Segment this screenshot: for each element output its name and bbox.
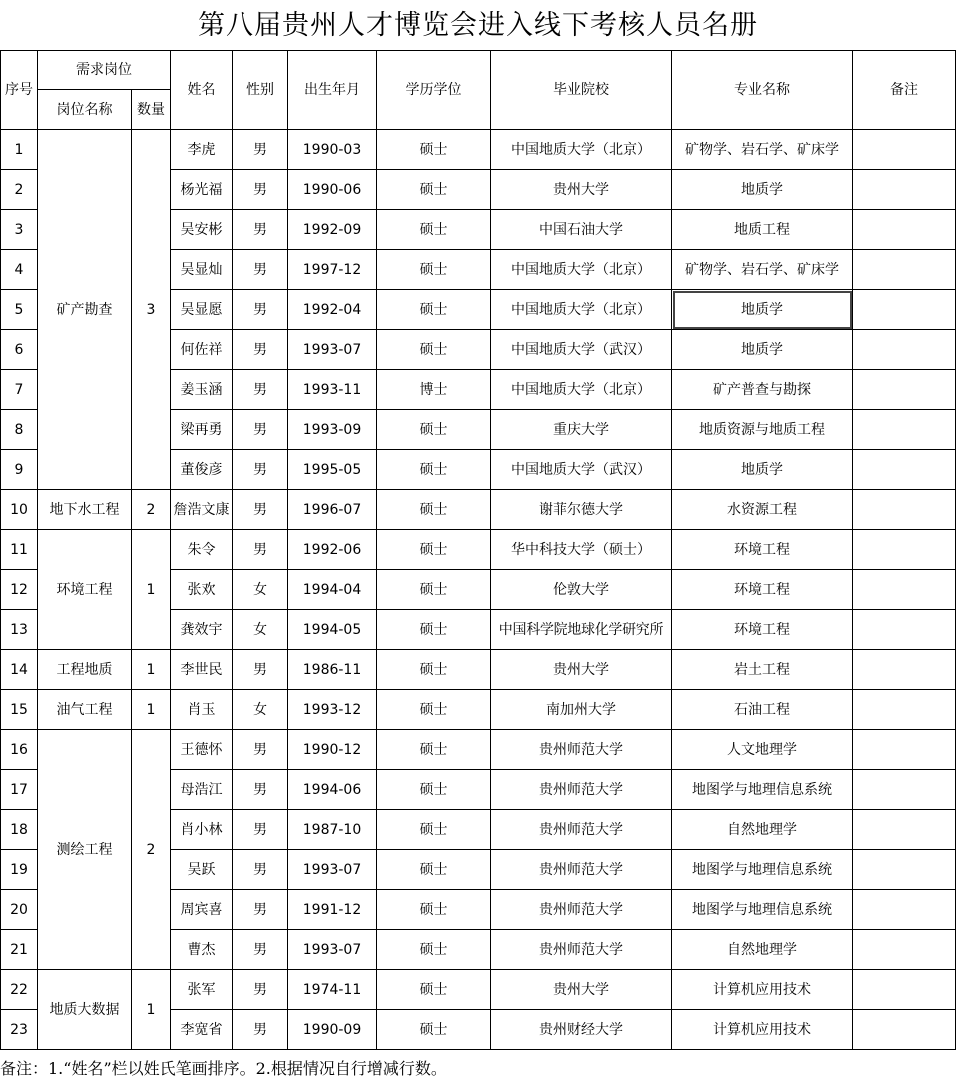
cell-name[interactable]: 肖小林 bbox=[171, 810, 233, 850]
header-remark[interactable]: 备注 bbox=[853, 51, 956, 130]
cell-name[interactable]: 曹杰 bbox=[171, 930, 233, 970]
cell-school[interactable]: 贵州大学 bbox=[491, 970, 672, 1010]
cell-name[interactable]: 董俊彦 bbox=[171, 450, 233, 490]
cell-major[interactable]: 计算机应用技术 bbox=[672, 1010, 853, 1050]
cell-major[interactable]: 水资源工程 bbox=[672, 490, 853, 530]
cell-remark[interactable] bbox=[853, 850, 956, 890]
cell-degree[interactable]: 硕士 bbox=[377, 1010, 491, 1050]
cell-school[interactable]: 中国石油大学 bbox=[491, 210, 672, 250]
cell-major[interactable]: 自然地理学 bbox=[672, 930, 853, 970]
cell-gender[interactable]: 男 bbox=[233, 810, 288, 850]
cell-birth[interactable]: 1990-03 bbox=[288, 130, 377, 170]
cell-position-name[interactable]: 矿产勘查 bbox=[38, 130, 132, 490]
header-birth[interactable]: 出生年月 bbox=[288, 51, 377, 130]
cell-school[interactable]: 贵州大学 bbox=[491, 650, 672, 690]
cell-name[interactable]: 吴显灿 bbox=[171, 250, 233, 290]
cell-degree[interactable]: 硕士 bbox=[377, 610, 491, 650]
cell-seq[interactable]: 22 bbox=[1, 970, 38, 1010]
table-row bbox=[1, 970, 956, 1010]
cell-degree[interactable]: 硕士 bbox=[377, 850, 491, 890]
header-school[interactable]: 毕业院校 bbox=[491, 51, 672, 130]
header-major[interactable]: 专业名称 bbox=[672, 51, 853, 130]
cell-school[interactable]: 贵州师范大学 bbox=[491, 810, 672, 850]
cell-major[interactable]: 地图学与地理信息系统 bbox=[672, 890, 853, 930]
cell-gender[interactable]: 男 bbox=[233, 1010, 288, 1050]
cell-major[interactable]: 环境工程 bbox=[672, 570, 853, 610]
cell-birth[interactable]: 1993-07 bbox=[288, 850, 377, 890]
cell-seq[interactable]: 18 bbox=[1, 810, 38, 850]
cell-seq[interactable]: 3 bbox=[1, 210, 38, 250]
table-row bbox=[1, 490, 956, 530]
cell-birth[interactable]: 1990-06 bbox=[288, 170, 377, 210]
cell-seq[interactable]: 13 bbox=[1, 610, 38, 650]
cell-gender[interactable]: 男 bbox=[233, 250, 288, 290]
cell-seq[interactable]: 7 bbox=[1, 370, 38, 410]
cell-school[interactable]: 伦敦大学 bbox=[491, 570, 672, 610]
cell-gender[interactable]: 男 bbox=[233, 930, 288, 970]
cell-degree[interactable]: 硕士 bbox=[377, 330, 491, 370]
cell-school[interactable]: 贵州师范大学 bbox=[491, 930, 672, 970]
cell-birth[interactable]: 1997-12 bbox=[288, 250, 377, 290]
cell-quantity[interactable]: 2 bbox=[132, 490, 171, 530]
cell-name[interactable]: 李虎 bbox=[171, 130, 233, 170]
cell-seq[interactable]: 8 bbox=[1, 410, 38, 450]
cell-remark[interactable] bbox=[853, 210, 956, 250]
cell-seq[interactable]: 11 bbox=[1, 530, 38, 570]
cell-gender[interactable]: 女 bbox=[233, 690, 288, 730]
cell-remark[interactable] bbox=[853, 370, 956, 410]
cell-degree[interactable]: 硕士 bbox=[377, 490, 491, 530]
cell-school[interactable]: 中国科学院地球化学研究所 bbox=[491, 610, 672, 650]
cell-school[interactable]: 中国地质大学（北京） bbox=[491, 290, 672, 330]
cell-seq[interactable]: 1 bbox=[1, 130, 38, 170]
cell-quantity[interactable]: 3 bbox=[132, 130, 171, 490]
cell-name[interactable]: 吴跃 bbox=[171, 850, 233, 890]
cell-school[interactable]: 贵州师范大学 bbox=[491, 730, 672, 770]
cell-major[interactable]: 地质学 bbox=[672, 170, 853, 210]
cell-degree[interactable]: 硕士 bbox=[377, 250, 491, 290]
cell-seq[interactable]: 19 bbox=[1, 850, 38, 890]
cell-major[interactable]: 地质学 bbox=[672, 330, 853, 370]
cell-school[interactable]: 贵州财经大学 bbox=[491, 1010, 672, 1050]
cell-name[interactable]: 王德怀 bbox=[171, 730, 233, 770]
cell-major[interactable]: 矿物学、岩石学、矿床学 bbox=[672, 250, 853, 290]
cell-major[interactable]: 地图学与地理信息系统 bbox=[672, 770, 853, 810]
cell-position-name[interactable]: 油气工程 bbox=[38, 690, 132, 730]
cell-remark[interactable] bbox=[853, 690, 956, 730]
cell-school[interactable]: 中国地质大学（北京） bbox=[491, 250, 672, 290]
cell-major[interactable]: 地质资源与地质工程 bbox=[672, 410, 853, 450]
cell-degree[interactable]: 硕士 bbox=[377, 210, 491, 250]
cell-remark[interactable] bbox=[853, 450, 956, 490]
cell-degree[interactable]: 硕士 bbox=[377, 890, 491, 930]
cell-seq[interactable]: 16 bbox=[1, 730, 38, 770]
table-row bbox=[1, 530, 956, 570]
cell-gender[interactable]: 男 bbox=[233, 170, 288, 210]
cell-remark[interactable] bbox=[853, 130, 956, 170]
cell-degree[interactable]: 硕士 bbox=[377, 730, 491, 770]
cell-quantity[interactable]: 1 bbox=[132, 690, 171, 730]
cell-remark[interactable] bbox=[853, 890, 956, 930]
header-row-1 bbox=[1, 51, 956, 90]
cell-major[interactable]: 人文地理学 bbox=[672, 730, 853, 770]
cell-birth[interactable]: 1991-12 bbox=[288, 890, 377, 930]
cell-name[interactable]: 杨光福 bbox=[171, 170, 233, 210]
cell-remark[interactable] bbox=[853, 1010, 956, 1050]
footnote: 备注：1.“姓名”栏以姓氏笔画排序。2.根据情况自行增减行数。 bbox=[0, 1059, 447, 1078]
cell-remark[interactable] bbox=[853, 490, 956, 530]
cell-school[interactable]: 中国地质大学（北京） bbox=[491, 370, 672, 410]
cell-major[interactable]: 环境工程 bbox=[672, 530, 853, 570]
cell-degree[interactable]: 硕士 bbox=[377, 410, 491, 450]
cell-seq[interactable]: 5 bbox=[1, 290, 38, 330]
cell-position-name[interactable]: 工程地质 bbox=[38, 650, 132, 690]
cell-school[interactable]: 谢菲尔德大学 bbox=[491, 490, 672, 530]
cell-seq[interactable]: 23 bbox=[1, 1010, 38, 1050]
cell-birth[interactable]: 1993-11 bbox=[288, 370, 377, 410]
cell-major[interactable]: 地质工程 bbox=[672, 210, 853, 250]
cell-gender[interactable]: 男 bbox=[233, 370, 288, 410]
cell-degree[interactable]: 硕士 bbox=[377, 810, 491, 850]
cell-major[interactable]: 石油工程 bbox=[672, 690, 853, 730]
cell-name[interactable]: 张军 bbox=[171, 970, 233, 1010]
cell-remark[interactable] bbox=[853, 770, 956, 810]
cell-gender[interactable]: 男 bbox=[233, 970, 288, 1010]
cell-name[interactable]: 周宾喜 bbox=[171, 890, 233, 930]
cell-remark[interactable] bbox=[853, 650, 956, 690]
header-name[interactable]: 姓名 bbox=[171, 51, 233, 130]
cell-remark[interactable] bbox=[853, 810, 956, 850]
cell-seq[interactable]: 9 bbox=[1, 450, 38, 490]
cell-gender[interactable]: 女 bbox=[233, 610, 288, 650]
cell-remark[interactable] bbox=[853, 530, 956, 570]
cell-name[interactable]: 肖玉 bbox=[171, 690, 233, 730]
cell-gender[interactable]: 男 bbox=[233, 410, 288, 450]
cell-birth[interactable]: 1986-11 bbox=[288, 650, 377, 690]
cell-birth[interactable]: 1994-05 bbox=[288, 610, 377, 650]
cell-position-name[interactable]: 环境工程 bbox=[38, 530, 132, 650]
cell-major[interactable]: 地质学 bbox=[672, 450, 853, 490]
cell-position-name[interactable]: 地质大数据 bbox=[38, 970, 132, 1050]
cell-major[interactable]: 矿产普查与勘探 bbox=[672, 370, 853, 410]
cell-school[interactable]: 重庆大学 bbox=[491, 410, 672, 450]
cell-birth[interactable]: 1994-06 bbox=[288, 770, 377, 810]
cell-major[interactable]: 矿物学、岩石学、矿床学 bbox=[672, 130, 853, 170]
cell-gender[interactable]: 男 bbox=[233, 290, 288, 330]
cell-degree[interactable]: 硕士 bbox=[377, 170, 491, 210]
table-row bbox=[1, 730, 956, 770]
cell-major[interactable]: 计算机应用技术 bbox=[672, 970, 853, 1010]
cell-name[interactable]: 吴安彬 bbox=[171, 210, 233, 250]
cell-seq[interactable]: 21 bbox=[1, 930, 38, 970]
cell-quantity[interactable]: 1 bbox=[132, 970, 171, 1050]
header-degree[interactable]: 学历学位 bbox=[377, 51, 491, 130]
cell-school[interactable]: 中国地质大学（武汉） bbox=[491, 450, 672, 490]
table-row bbox=[1, 650, 956, 690]
cell-major[interactable]: 地质学 bbox=[672, 290, 853, 330]
cell-school[interactable]: 贵州师范大学 bbox=[491, 770, 672, 810]
cell-birth[interactable]: 1987-10 bbox=[288, 810, 377, 850]
cell-birth[interactable]: 1990-09 bbox=[288, 1010, 377, 1050]
cell-degree[interactable]: 硕士 bbox=[377, 770, 491, 810]
cell-name[interactable]: 詹浩文康 bbox=[171, 490, 233, 530]
cell-seq[interactable]: 6 bbox=[1, 330, 38, 370]
cell-seq[interactable]: 20 bbox=[1, 890, 38, 930]
cell-name[interactable]: 张欢 bbox=[171, 570, 233, 610]
cell-school[interactable]: 贵州师范大学 bbox=[491, 890, 672, 930]
cell-name[interactable]: 何佐祥 bbox=[171, 330, 233, 370]
cell-school[interactable]: 中国地质大学（武汉） bbox=[491, 330, 672, 370]
cell-remark[interactable] bbox=[853, 570, 956, 610]
cell-seq[interactable]: 14 bbox=[1, 650, 38, 690]
cell-birth[interactable]: 1990-12 bbox=[288, 730, 377, 770]
cell-remark[interactable] bbox=[853, 250, 956, 290]
cell-remark[interactable] bbox=[853, 610, 956, 650]
cell-gender[interactable]: 男 bbox=[233, 490, 288, 530]
cell-seq[interactable]: 2 bbox=[1, 170, 38, 210]
cell-name[interactable]: 李宽省 bbox=[171, 1010, 233, 1050]
cell-birth[interactable]: 1993-07 bbox=[288, 930, 377, 970]
cell-gender[interactable]: 男 bbox=[233, 890, 288, 930]
cell-seq[interactable]: 12 bbox=[1, 570, 38, 610]
cell-major[interactable]: 岩土工程 bbox=[672, 650, 853, 690]
cell-school[interactable]: 中国地质大学（北京） bbox=[491, 130, 672, 170]
cell-gender[interactable]: 男 bbox=[233, 330, 288, 370]
cell-degree[interactable]: 硕士 bbox=[377, 130, 491, 170]
cell-gender[interactable]: 女 bbox=[233, 570, 288, 610]
header-quantity[interactable]: 数量 bbox=[132, 90, 171, 130]
cell-degree[interactable]: 硕士 bbox=[377, 450, 491, 490]
header-demand-group[interactable]: 需求岗位 bbox=[38, 51, 171, 90]
cell-name[interactable]: 龚效宇 bbox=[171, 610, 233, 650]
cell-major[interactable]: 自然地理学 bbox=[672, 810, 853, 850]
cell-birth[interactable]: 1992-09 bbox=[288, 210, 377, 250]
cell-birth[interactable]: 1974-11 bbox=[288, 970, 377, 1010]
cell-remark[interactable] bbox=[853, 730, 956, 770]
cell-birth[interactable]: 1994-04 bbox=[288, 570, 377, 610]
cell-name[interactable]: 李世民 bbox=[171, 650, 233, 690]
cell-gender[interactable]: 男 bbox=[233, 130, 288, 170]
cell-name[interactable]: 梁再勇 bbox=[171, 410, 233, 450]
cell-quantity[interactable]: 1 bbox=[132, 650, 171, 690]
cell-remark[interactable] bbox=[853, 290, 956, 330]
table-row bbox=[1, 690, 956, 730]
cell-seq[interactable]: 15 bbox=[1, 690, 38, 730]
cell-remark[interactable] bbox=[853, 330, 956, 370]
cell-seq[interactable]: 4 bbox=[1, 250, 38, 290]
document-title: 第八届贵州人才博览会进入线下考核人员名册 bbox=[198, 10, 758, 41]
cell-gender[interactable]: 男 bbox=[233, 530, 288, 570]
cell-remark[interactable] bbox=[853, 970, 956, 1010]
cell-degree[interactable]: 硕士 bbox=[377, 970, 491, 1010]
header-seq[interactable]: 序号 bbox=[1, 51, 38, 130]
cell-degree[interactable]: 硕士 bbox=[377, 690, 491, 730]
cell-remark[interactable] bbox=[853, 410, 956, 450]
cell-school[interactable]: 贵州大学 bbox=[491, 170, 672, 210]
cell-name[interactable]: 朱令 bbox=[171, 530, 233, 570]
cell-gender[interactable]: 男 bbox=[233, 650, 288, 690]
header-position-name[interactable]: 岗位名称 bbox=[38, 90, 132, 130]
cell-birth[interactable]: 1993-07 bbox=[288, 330, 377, 370]
cell-quantity[interactable]: 1 bbox=[132, 530, 171, 650]
cell-position-name[interactable]: 测绘工程 bbox=[38, 730, 132, 970]
cell-seq[interactable]: 17 bbox=[1, 770, 38, 810]
cell-remark[interactable] bbox=[853, 930, 956, 970]
cell-name[interactable]: 母浩江 bbox=[171, 770, 233, 810]
cell-school[interactable]: 贵州师范大学 bbox=[491, 850, 672, 890]
cell-degree[interactable]: 硕士 bbox=[377, 650, 491, 690]
cell-major[interactable]: 环境工程 bbox=[672, 610, 853, 650]
cell-birth[interactable]: 1992-06 bbox=[288, 530, 377, 570]
cell-seq[interactable]: 10 bbox=[1, 490, 38, 530]
header-gender[interactable]: 性别 bbox=[233, 51, 288, 130]
table-row bbox=[1, 130, 956, 170]
cell-gender[interactable]: 男 bbox=[233, 730, 288, 770]
cell-birth[interactable]: 1995-05 bbox=[288, 450, 377, 490]
cell-gender[interactable]: 男 bbox=[233, 450, 288, 490]
cell-school[interactable]: 南加州大学 bbox=[491, 690, 672, 730]
cell-school[interactable]: 华中科技大学（硕士） bbox=[491, 530, 672, 570]
cell-birth[interactable]: 1993-12 bbox=[288, 690, 377, 730]
cell-name[interactable]: 吴显愿 bbox=[171, 290, 233, 330]
cell-gender[interactable]: 男 bbox=[233, 210, 288, 250]
cell-position-name[interactable]: 地下水工程 bbox=[38, 490, 132, 530]
roster-table bbox=[0, 50, 956, 1050]
cell-major[interactable]: 地图学与地理信息系统 bbox=[672, 850, 853, 890]
cell-degree[interactable]: 硕士 bbox=[377, 570, 491, 610]
cell-birth[interactable]: 1993-09 bbox=[288, 410, 377, 450]
cell-degree[interactable]: 硕士 bbox=[377, 290, 491, 330]
cell-degree[interactable]: 博士 bbox=[377, 370, 491, 410]
cell-name[interactable]: 姜玉涵 bbox=[171, 370, 233, 410]
cell-degree[interactable]: 硕士 bbox=[377, 530, 491, 570]
cell-birth[interactable]: 1996-07 bbox=[288, 490, 377, 530]
cell-degree[interactable]: 硕士 bbox=[377, 930, 491, 970]
cell-birth[interactable]: 1992-04 bbox=[288, 290, 377, 330]
cell-quantity[interactable]: 2 bbox=[132, 730, 171, 970]
cell-gender[interactable]: 男 bbox=[233, 770, 288, 810]
cell-remark[interactable] bbox=[853, 170, 956, 210]
cell-gender[interactable]: 男 bbox=[233, 850, 288, 890]
